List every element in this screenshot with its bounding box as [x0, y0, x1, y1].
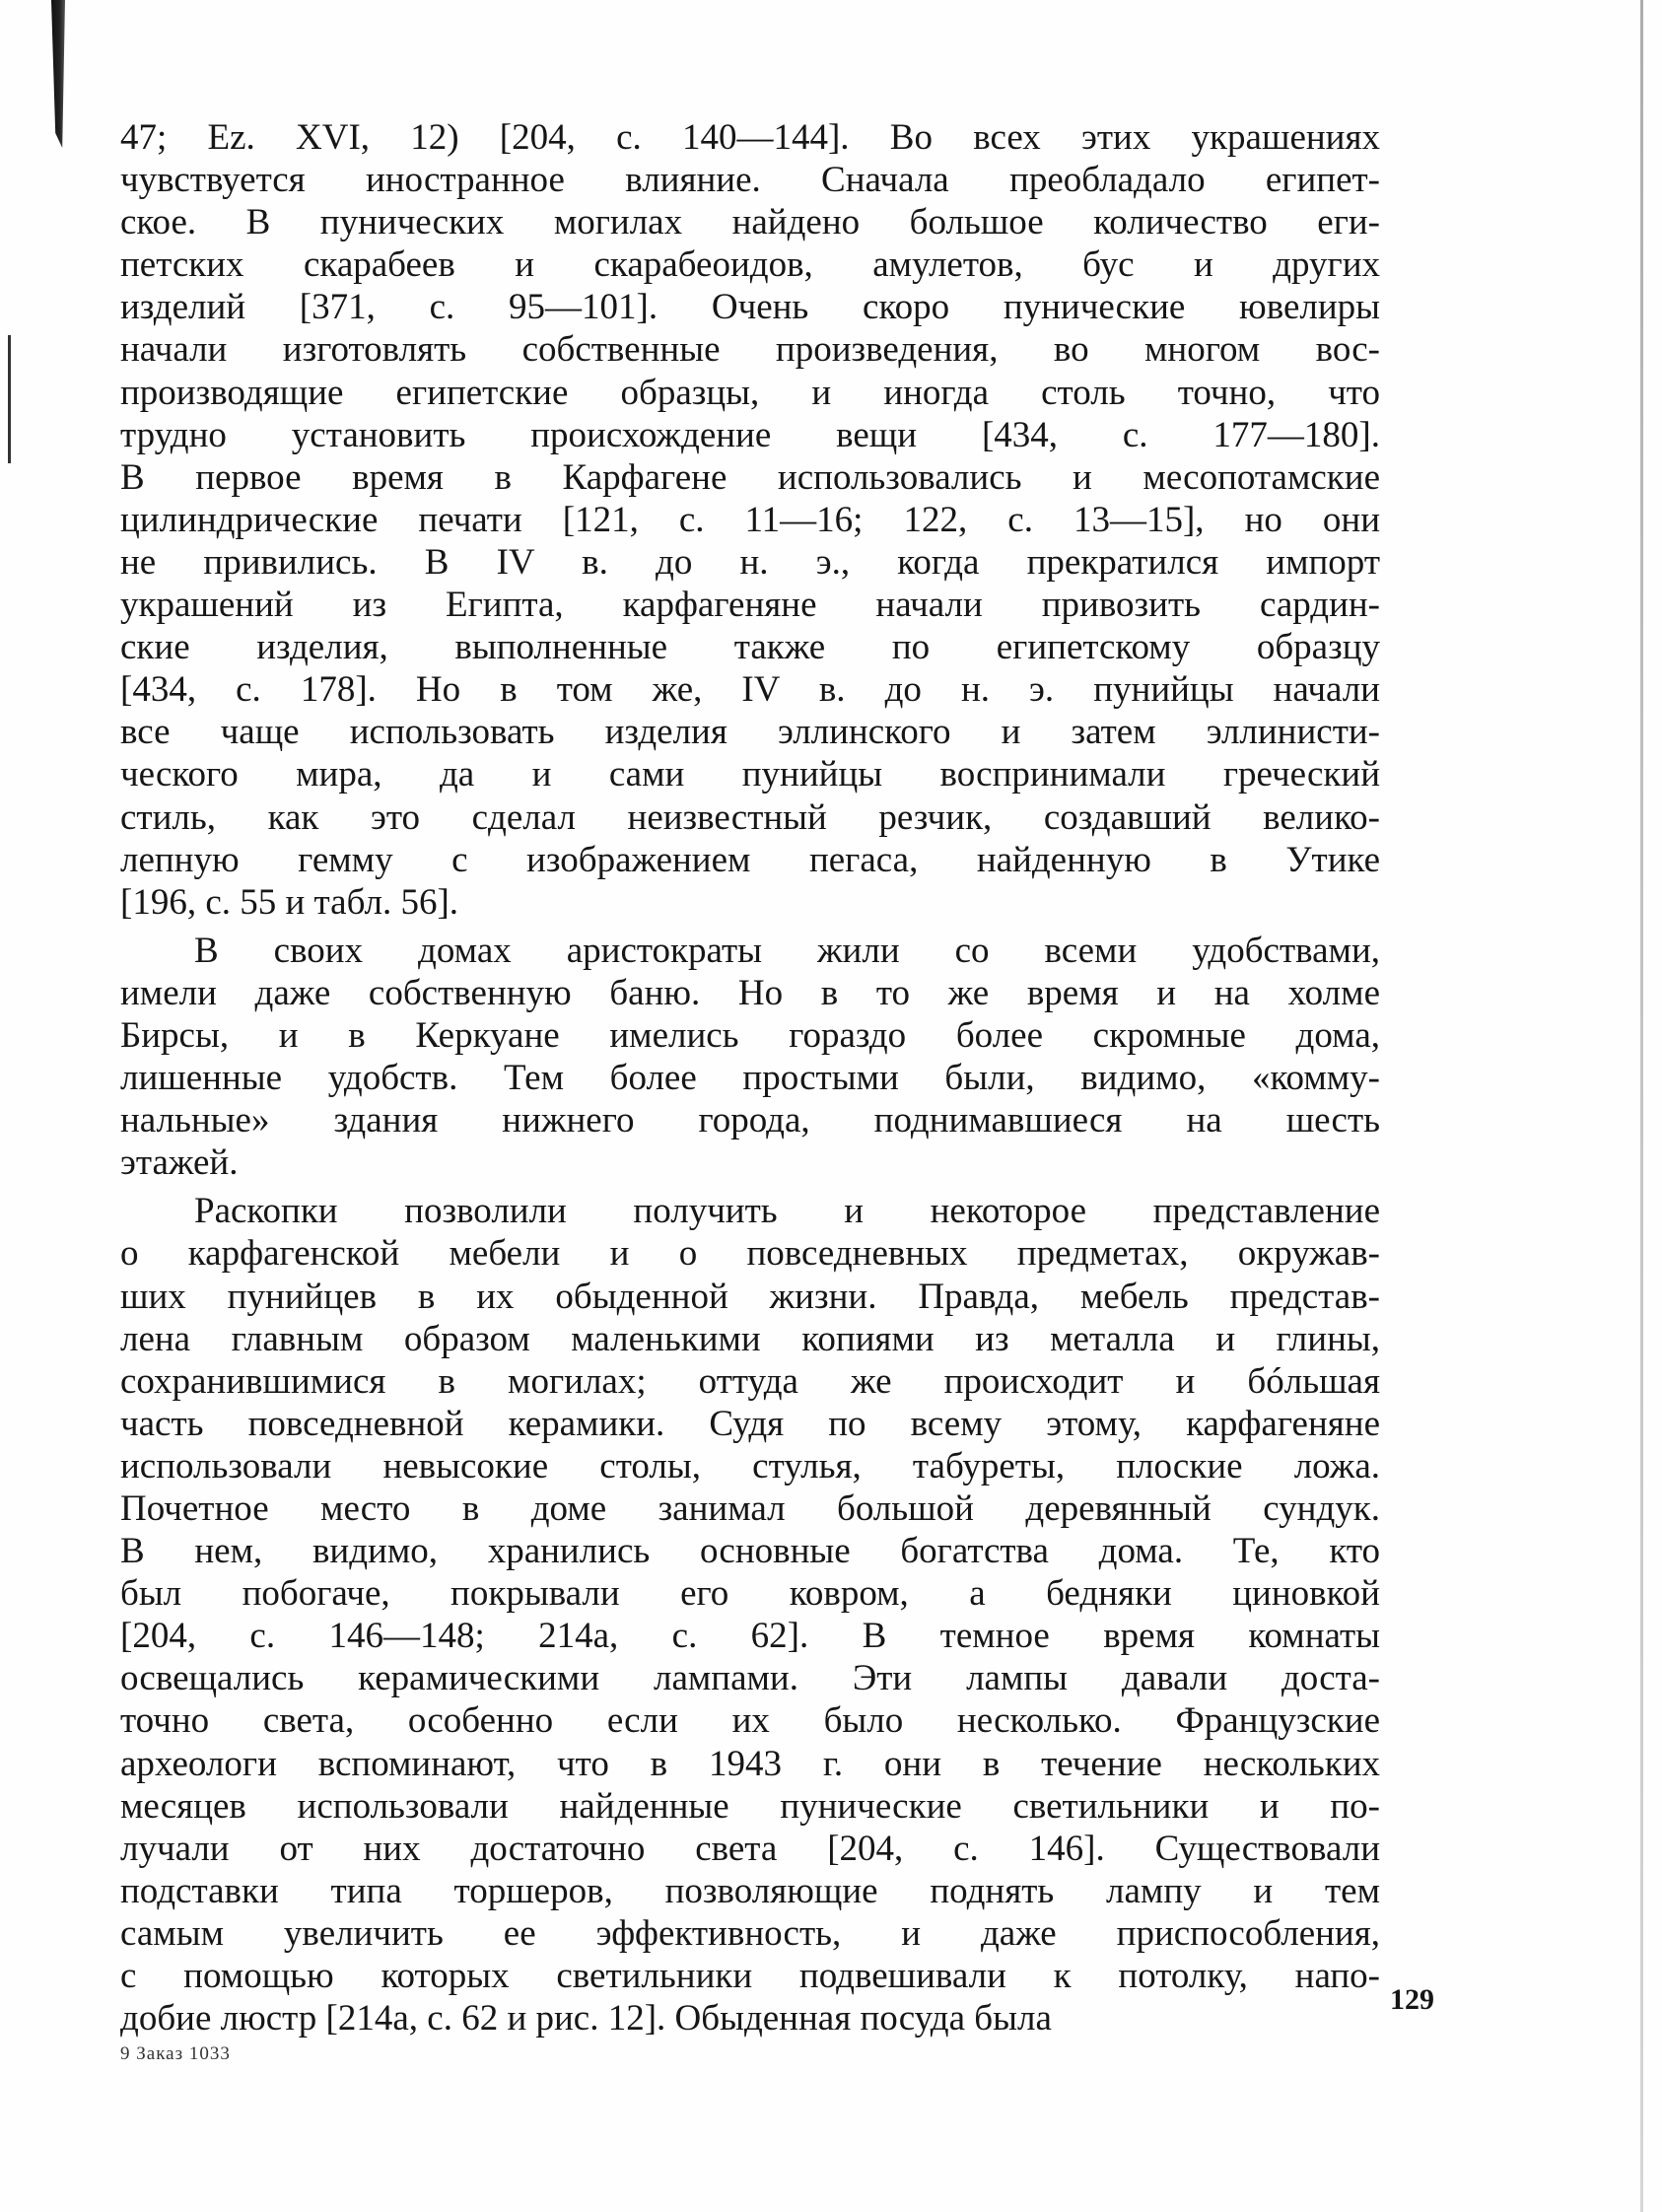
text-line: производящие египетские образцы, и иногда столь точно, что [120, 372, 1380, 413]
text-line: освещались керамическими лампами. Эти лампы давали доста- [120, 1658, 1380, 1699]
text-line: В первое время в Карфагене использовались и месопотамские [120, 456, 1380, 498]
paragraph [120, 930, 1380, 1185]
text-line: подставки типа торшеров, позволяющие поднять лампу и тем [120, 1870, 1380, 1911]
text-line: сохранившимися в могилах; оттуда же происходит и бóльшая [120, 1360, 1380, 1402]
text-line: не привились. В IV в. до н. э., когда прекратился импорт [120, 541, 1380, 583]
text-line: Раскопки позволили получить и некоторое представление [194, 1191, 1380, 1232]
scan-artifact-left-line [8, 335, 11, 463]
text-line: В нем, видимо, хранились основные богатства дома. Те, кто [120, 1531, 1380, 1572]
text-line: лучали от них достаточно света [204, с. 146]. Существовали [120, 1828, 1380, 1869]
paragraph [120, 116, 1380, 924]
text-line: использовали невысокие столы, стулья, табуреты, плоские ложа. [120, 1445, 1380, 1486]
paragraph [120, 1190, 1380, 2039]
text-line: лена главным образом маленькими копиями из металла и глины, [120, 1318, 1380, 1359]
text-line: часть повседневной керамики. Судя по всему этому, карфагеняне [120, 1403, 1380, 1444]
text-line: о карфагенской мебели и о повседневных предметах, окружав- [120, 1233, 1380, 1275]
text-line: 47; Ez. XVI, 12) [204, с. 140—144]. Во всех этих украшениях [120, 117, 1380, 158]
printer-signature-mark: 9 Заказ 1033 [120, 2043, 231, 2064]
text-line: имели даже собственную баню. Но в то же время и на холме [120, 972, 1380, 1013]
text-line: все чаще использовать изделия эллинского и затем эллинисти- [120, 712, 1380, 753]
scan-artifact-top [51, 0, 65, 148]
body-text [120, 116, 1380, 2039]
text-line: стиль, как это сделал неизвестный резчик, создавший велико- [120, 796, 1380, 838]
text-line: лепную гемму с изображением пегаса, найденную в Утике [120, 839, 1380, 880]
text-line: Почетное место в доме занимал большой деревянный сундук. [120, 1488, 1380, 1529]
text-line: месяцев использовали найденные пунические светильники и по- [120, 1785, 1380, 1827]
text-line: украшений из Египта, карфагеняне начали привозить сардин- [120, 585, 1380, 626]
text-line: [196, с. 55 и табл. 56]. [120, 881, 459, 923]
text-line: ших пунийцев в их обыденной жизни. Правда, мебель представ- [120, 1276, 1380, 1317]
text-line: [204, с. 146—148; 214а, с. 62]. В темное время комнаты [120, 1616, 1380, 1657]
text-line: точно света, особенно если их было несколько. Французские [120, 1700, 1380, 1742]
text-line: добие люстр [214а, с. 62 и рис. 12]. Обыденная посуда была [120, 1998, 1052, 2039]
text-line: петских скарабеев и скарабеоидов, амулетов, бус и других [120, 244, 1380, 286]
text-line: ские изделия, выполненные также по египетскому образцу [120, 627, 1380, 668]
scan-artifact-right-edge [1640, 0, 1643, 2212]
text-line: начали изготовлять собственные произведения, во многом вос- [120, 329, 1380, 371]
text-line: чувствуется иностранное влияние. Сначала преобладало египет- [120, 160, 1380, 201]
text-line: лишенные удобств. Тем более простыми были, видимо, «комму- [120, 1058, 1380, 1099]
text-line: В своих домах аристократы жили со всеми удобствами, [194, 930, 1380, 971]
text-line: этажей. [120, 1142, 239, 1184]
text-line: самым увеличить ее эффективность, и даже приспособления, [120, 1912, 1380, 1954]
text-line: нальные» здания нижнего города, поднимавшиеся на шесть [120, 1100, 1380, 1141]
text-line: цилиндрические печати [121, с. 11—16; 122, с. 13—15], но они [120, 499, 1380, 540]
page-number: 129 [1390, 1983, 1434, 2016]
text-line: трудно установить происхождение вещи [434, с. 177—180]. [120, 414, 1380, 455]
text-line: ское. В пунических могилах найдено большое количество еги- [120, 202, 1380, 243]
text-line: Бирсы, и в Керкуане имелись гораздо более скромные дома, [120, 1014, 1380, 1056]
text-line: археологи вспоминают, что в 1943 г. они в течение нескольких [120, 1743, 1380, 1784]
text-line: был побогаче, покрывали его ковром, а бедняки циновкой [120, 1573, 1380, 1615]
text-line: с помощью которых светильники подвешивали к потолку, напо- [120, 1956, 1380, 1997]
text-line: [434, с. 178]. Но в том же, IV в. до н. э. пунийцы начали [120, 669, 1380, 711]
text-line: ческого мира, да и сами пунийцы воспринимали греческий [120, 754, 1380, 795]
text-line: изделий [371, с. 95—101]. Очень скоро пунические ювелиры [120, 287, 1380, 328]
